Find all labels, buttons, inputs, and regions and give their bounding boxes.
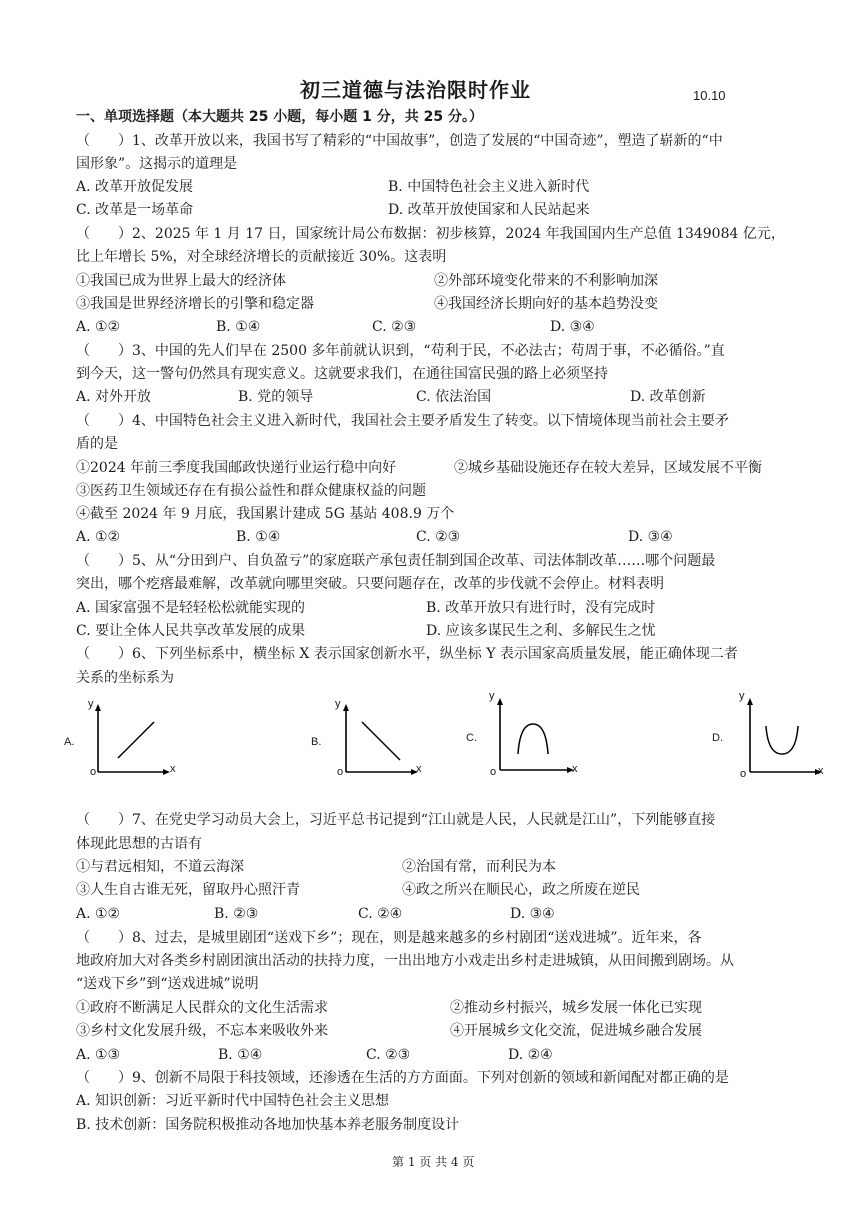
graph-a-y: y	[88, 698, 94, 710]
graph-d	[736, 690, 846, 780]
q8-line3: “送戏下乡”到“送戏进城”说明	[76, 976, 259, 992]
q1-line2: 国形象”。这揭示的道理是	[76, 156, 238, 172]
q3-line1: （ ）3、中国的先人们早在 2500 多年前就认识到，“苟利于民，不必法古；苟周于事，不必循俗。”直	[76, 343, 725, 359]
q2-item-1: ①我国已成为世界上最大的经济体	[76, 273, 286, 289]
q7-option-d: D. ③④	[510, 906, 555, 922]
graph-d-x: x	[818, 765, 824, 777]
q2-item-2: ②外部环境变化带来的不利影响加深	[434, 273, 658, 289]
q2-item-4: ④我国经济长期向好的基本趋势没变	[434, 296, 658, 312]
q3-option-a: A. 对外开放	[76, 389, 152, 405]
q4-option-b: B. ①④	[236, 529, 281, 545]
q2-line2: 比上年增长 5%，对全球经济增长的贡献接近 30%。这表明	[76, 249, 447, 265]
graph-b-y: y	[335, 698, 341, 710]
q8-option-a: A. ①③	[76, 1047, 121, 1063]
q4-item-1: ①2024 年前三季度我国邮政快递行业运行稳中向好	[76, 460, 397, 476]
q8-item-2: ②推动乡村振兴，城乡发展一体化已实现	[450, 1000, 702, 1016]
q5-option-d: D. 应该多谋民生之利、多解民生之忧	[426, 623, 656, 639]
q3-option-b: B. 党的领导	[238, 389, 314, 405]
q9-line1: （ ）9、创新不局限于科技领域，还渗透在生活的方方面面。下列对创新的领域和新闻配对都正确的是	[76, 1070, 729, 1086]
q1-line1: （ ）1、改革开放以来，我国书写了精彩的“中国故事”，创造了发展的“中国奇迹”，塑造了崭新的“中	[76, 133, 723, 149]
date-label: 10.10	[693, 88, 726, 103]
q2-option-b: B. ①④	[216, 319, 261, 335]
q8-item-1: ①政府不断满足人民群众的文化生活需求	[76, 1000, 328, 1016]
q4-line2: 盾的是	[76, 436, 118, 452]
q4-option-a: A. ①②	[76, 529, 121, 545]
q1-option-b: B. 中国特色社会主义进入新时代	[388, 179, 590, 195]
q2-line1: （ ）2、2025 年 1 月 17 日，国家统计局公布数据：初步核算，2024 年我国国内生产总值 1349084 亿元，	[76, 226, 785, 242]
q3-option-d: D. 改革创新	[630, 389, 706, 405]
q4-option-c: C. ②③	[416, 529, 461, 545]
q4-line1: （ ）4、中国特色社会主义进入新时代，我国社会主要矛盾发生了转变。以下情境体现当前社会主要矛	[76, 413, 729, 429]
q7-option-b: B. ②③	[214, 906, 259, 922]
q7-item-4: ④政之所兴在顺民心，政之所废在逆民	[402, 882, 640, 898]
q7-option-c: C. ②④	[358, 906, 403, 922]
q8-item-3: ③乡村文化发展升级，不忘本来吸收外来	[76, 1023, 328, 1039]
q1-option-d: D. 改革开放使国家和人民站起来	[388, 202, 590, 218]
graph-b	[332, 696, 442, 786]
graph-b-label: B.	[311, 736, 322, 748]
graph-c-label: C.	[466, 732, 477, 744]
q5-option-c: C. 要让全体人民共享改革发展的成果	[76, 623, 306, 639]
q8-line1: （ ）8、过去，是城里剧团“送戏下乡”；现在，则是越来越多的乡村剧团“送戏进城”。近年来，各	[76, 930, 702, 946]
q7-line1: （ ）7、在党史学习动员大会上，习近平总书记提到“江山就是人民，人民就是江山”，下列能够直接	[76, 812, 716, 828]
graph-d-label: D.	[712, 732, 723, 744]
q8-option-c: C. ②③	[366, 1047, 411, 1063]
graph-a-o: o	[90, 766, 97, 778]
q3-option-c: C. 依法治国	[416, 389, 492, 405]
graph-c-y: y	[489, 690, 495, 702]
section-heading: 一、单项选择题（本大题共 25 小题，每小题 1 分，共 25 分。）	[76, 109, 483, 125]
q4-item-4: ④截至 2024 年 9 月底，我国累计建成 5G 基站 408.9 万个	[76, 506, 455, 522]
graph-a-label: A.	[64, 736, 75, 748]
q7-line2: 体现此思想的古语有	[76, 836, 202, 852]
graph-c-o: o	[490, 766, 497, 778]
graph-c-x: x	[572, 763, 578, 775]
page-number: 第 1 页 共 4 页	[392, 1155, 475, 1169]
graph-a	[84, 696, 194, 786]
graph-c	[486, 690, 596, 780]
q7-option-a: A. ①②	[76, 906, 121, 922]
q5-option-b: B. 改革开放只有进行时，没有完成时	[426, 600, 656, 616]
q2-option-d: D. ③④	[550, 319, 595, 335]
graph-b-x: x	[416, 763, 422, 775]
q8-option-d: D. ②④	[508, 1047, 553, 1063]
q3-line2: 到今天，这一警句仍然具有现实意义。这就要求我们，在通往国富民强的路上必须坚持	[76, 366, 608, 382]
q6-line1: （ ）6、下列坐标系中，横坐标 X 表示国家创新水平，纵坐标 Y 表示国家高质量发展，能正确体现二者	[76, 646, 738, 662]
q8-option-b: B. ①④	[218, 1047, 263, 1063]
q5-line2: 突出，哪个疙瘩最难解，改革就向哪里突破。只要问题存在，改革的步伐就不会停止。材料表明	[76, 576, 664, 592]
graph-d-o: o	[740, 768, 747, 780]
q2-option-c: C. ②③	[372, 319, 417, 335]
q7-item-1: ①与君远相知，不道云海深	[76, 859, 244, 875]
q6-line2: 关系的坐标系为	[76, 670, 174, 686]
q5-option-a: A. 国家富强不是轻轻松松就能实现的	[76, 600, 306, 616]
graph-a-x: x	[170, 763, 176, 775]
q9-option-a: A. 知识创新：习近平新时代中国特色社会主义思想	[76, 1093, 390, 1109]
q4-option-d: D. ③④	[628, 529, 673, 545]
graph-d-y: y	[739, 690, 745, 702]
q2-option-a: A. ①②	[76, 319, 121, 335]
page-title: 初三道德与法治限时作业	[300, 78, 531, 102]
q9-option-b: B. 技术创新：国务院积极推动各地加快基本养老服务制度设计	[76, 1117, 460, 1133]
q8-item-4: ④开展城乡文化交流，促进城乡融合发展	[450, 1023, 702, 1039]
q2-item-3: ③我国是世界经济增长的引擎和稳定器	[76, 296, 314, 312]
graph-b-o: o	[337, 766, 344, 778]
q7-item-2: ②治国有常，而利民为本	[402, 859, 556, 875]
q4-item-3: ③医药卫生领域还存在有损公益性和群众健康权益的问题	[76, 483, 426, 499]
q1-option-c: C. 改革是一场革命	[76, 202, 194, 218]
q4-item-2: ②城乡基础设施还存在较大差异，区域发展不平衡	[454, 460, 762, 476]
q7-item-3: ③人生自古谁无死，留取丹心照汗青	[76, 882, 300, 898]
q5-line1: （ ）5、从“分田到户、自负盈亏”的家庭联产承包责任制到国企改革、司法体制改革……哪个问题最	[76, 553, 716, 569]
q1-option-a: A. 改革开放促发展	[76, 179, 194, 195]
q8-line2: 地政府加大对各类乡村剧团演出活动的扶持力度，一出出地方小戏走出乡村走进城镇，从田间搬到剧场。从	[76, 953, 734, 969]
